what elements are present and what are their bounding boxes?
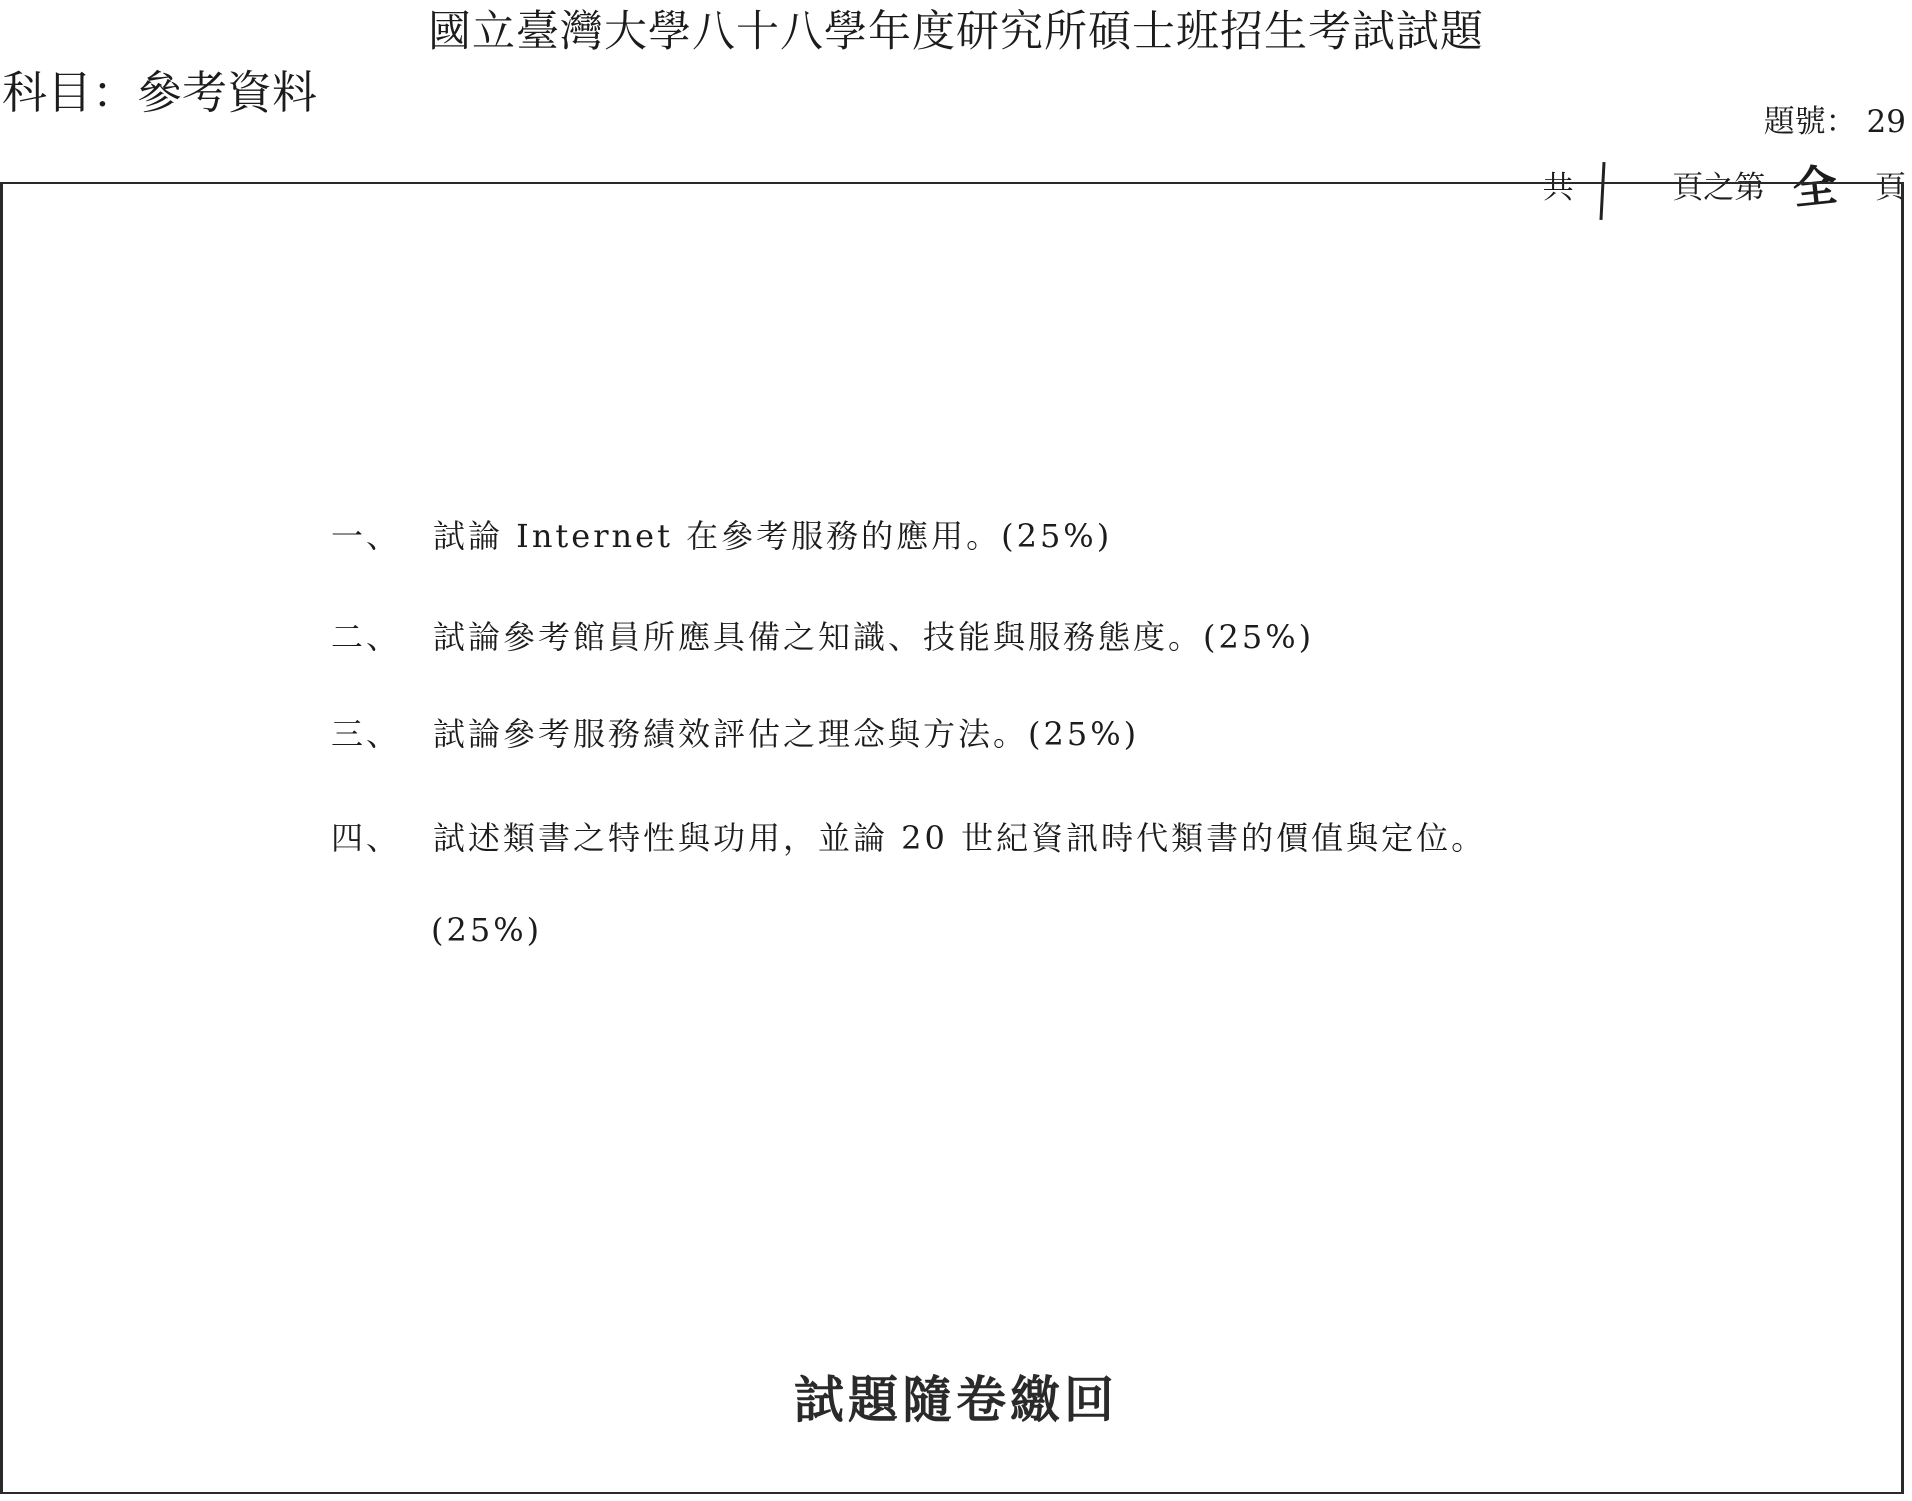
question-text: 試論參考服務績效評估之理念與方法。(25%)	[433, 715, 1140, 753]
question-item	[331, 714, 1139, 754]
page-current-handwritten: 全	[1790, 159, 1840, 216]
question-index: 三、	[331, 715, 402, 753]
page-total-prefix: 共	[1542, 170, 1574, 206]
question-index: 二、	[331, 618, 402, 656]
question-item	[331, 818, 1486, 858]
page-middle-label: 頁之第	[1672, 170, 1766, 206]
question-item	[331, 516, 1112, 556]
return-notice-stamp: 試題隨卷繳回	[794, 1370, 1118, 1429]
question-index: 四、	[331, 819, 402, 857]
page-suffix: 頁	[1875, 170, 1906, 206]
subject-label: 科目：參考資料	[2, 66, 318, 119]
question-text: 試論 Internet 在參考服務的應用。(25%)	[433, 517, 1113, 555]
question-item	[331, 617, 1314, 657]
question-index: 一、	[331, 517, 402, 555]
question-text: 試述類書之特性與功用，並論 20 世紀資訊時代類書的價值與定位。	[433, 819, 1487, 857]
question-continuation: (25%)	[431, 911, 543, 949]
question-number: 題號： 29	[1763, 104, 1906, 140]
question-text: 試論參考館員所應具備之知識、技能與服務態度。(25%)	[433, 618, 1315, 656]
exam-title: 國立臺灣大學八十八學年度研究所碩士班招生考試試題	[428, 7, 1484, 57]
